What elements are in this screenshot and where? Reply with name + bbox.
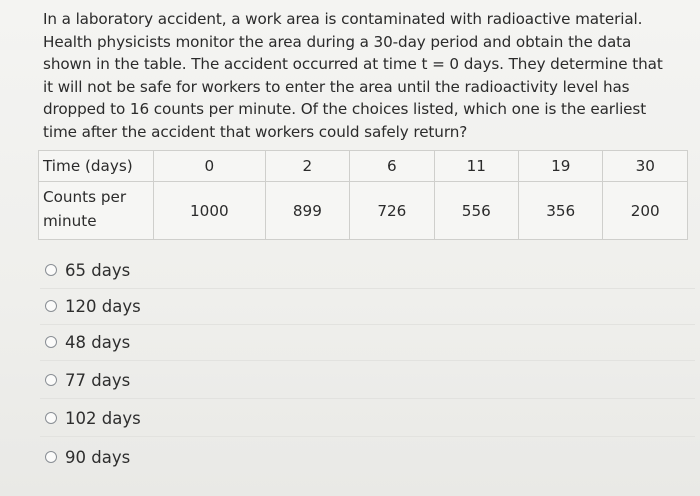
counts-row xyxy=(39,182,688,240)
count-cell: 200 xyxy=(603,182,688,240)
time-cell: 30 xyxy=(603,151,688,182)
question-line: time after the accident that workers could safely return? xyxy=(43,122,468,141)
choice-120-days[interactable] xyxy=(40,288,695,325)
time-cell: 0 xyxy=(154,151,266,182)
radio-button[interactable] xyxy=(45,264,57,276)
choice-label: 120 days xyxy=(65,296,141,316)
time-row-header: Time (days) xyxy=(39,151,154,182)
radio-button[interactable] xyxy=(45,374,57,386)
time-cell: 6 xyxy=(350,151,434,182)
radio-button[interactable] xyxy=(45,300,57,312)
radio-button[interactable] xyxy=(45,412,57,424)
choice-90-days[interactable] xyxy=(40,439,695,475)
radio-button[interactable] xyxy=(45,336,57,348)
question-line: shown in the table. The accident occurred at time t = 0 days. They determine that xyxy=(43,55,663,73)
choice-label: 102 days xyxy=(65,408,141,428)
time-cell: 19 xyxy=(519,151,603,182)
choice-label: 77 days xyxy=(65,370,131,390)
choice-102-days[interactable] xyxy=(40,400,695,437)
choice-label: 48 days xyxy=(65,332,131,352)
time-cell: 11 xyxy=(434,151,518,182)
data-table xyxy=(38,150,688,240)
choice-65-days[interactable] xyxy=(40,252,695,289)
counts-row-header xyxy=(39,182,154,240)
radio-button[interactable] xyxy=(45,451,57,463)
count-cell: 726 xyxy=(350,182,434,240)
time-cell: 2 xyxy=(265,151,349,182)
question-line: Health physicists monitor the area during a 30-day period and obtain the data xyxy=(43,32,632,51)
question-line: In a laboratory accident, a work area is contaminated with radioactive material. xyxy=(43,10,643,28)
count-cell: 556 xyxy=(434,182,518,240)
count-cell: 356 xyxy=(519,182,603,240)
choice-label: 90 days xyxy=(65,447,131,467)
counts-header-line: Counts per xyxy=(43,188,127,206)
question-line: it will not be safe for workers to enter the area until the radioactivity level has xyxy=(43,77,630,96)
choice-77-days[interactable] xyxy=(40,362,695,399)
counts-header-line: minute xyxy=(43,212,97,230)
count-cell: 1000 xyxy=(154,182,266,240)
question-line: dropped to 16 counts per minute. Of the choices listed, which one is the earliest xyxy=(43,100,647,118)
count-cell: 899 xyxy=(265,182,349,240)
question-text xyxy=(43,8,683,143)
time-row xyxy=(39,151,688,182)
choice-48-days[interactable] xyxy=(40,324,695,361)
choice-label: 65 days xyxy=(65,260,131,280)
